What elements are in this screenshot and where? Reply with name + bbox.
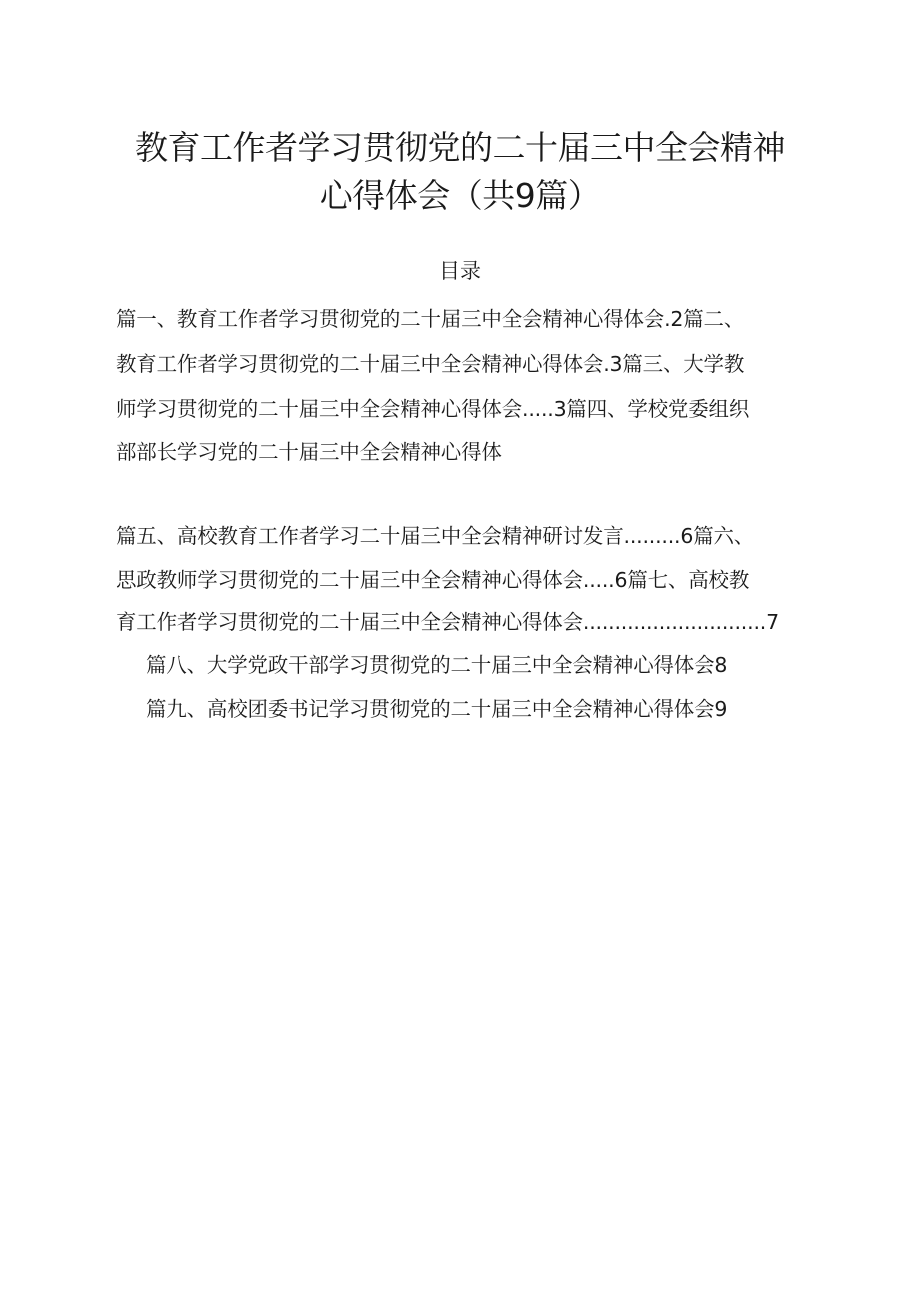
document-title-line-1: 教育工作者学习贯彻党的二十届三中全会精神 <box>135 128 785 167</box>
toc-line[interactable]: 篇八、大学党政干部学习贯彻党的二十届三中全会精神心得体会8 <box>146 653 728 677</box>
document-title-line-2: 心得体会（共9篇） <box>319 176 601 215</box>
toc-line[interactable]: 篇九、高校团委书记学习贯彻党的二十届三中全会精神心得体会9 <box>146 697 728 721</box>
toc-line[interactable]: 育工作者学习贯彻党的二十届三中全会精神心得体会.............................7 <box>116 610 779 634</box>
toc-line[interactable]: 篇一、教育工作者学习贯彻党的二十届三中全会精神心得体会.2篇二、 <box>116 307 745 331</box>
toc-line[interactable]: 部部长学习党的二十届三中全会精神心得体 <box>116 440 502 464</box>
toc-line[interactable]: 师学习贯彻党的二十届三中全会精神心得体会.....3篇四、学校党委组织 <box>116 397 750 421</box>
toc-heading: 目录 <box>439 259 481 283</box>
toc-line[interactable]: 篇五、高校教育工作者学习二十届三中全会精神研讨发言.........6篇六、 <box>116 524 755 548</box>
toc-line[interactable]: 思政教师学习贯彻党的二十届三中全会精神心得体会.....6篇七、高校教 <box>116 568 750 592</box>
toc-line[interactable]: 教育工作者学习贯彻党的二十届三中全会精神心得体会.3篇三、大学教 <box>116 352 745 376</box>
